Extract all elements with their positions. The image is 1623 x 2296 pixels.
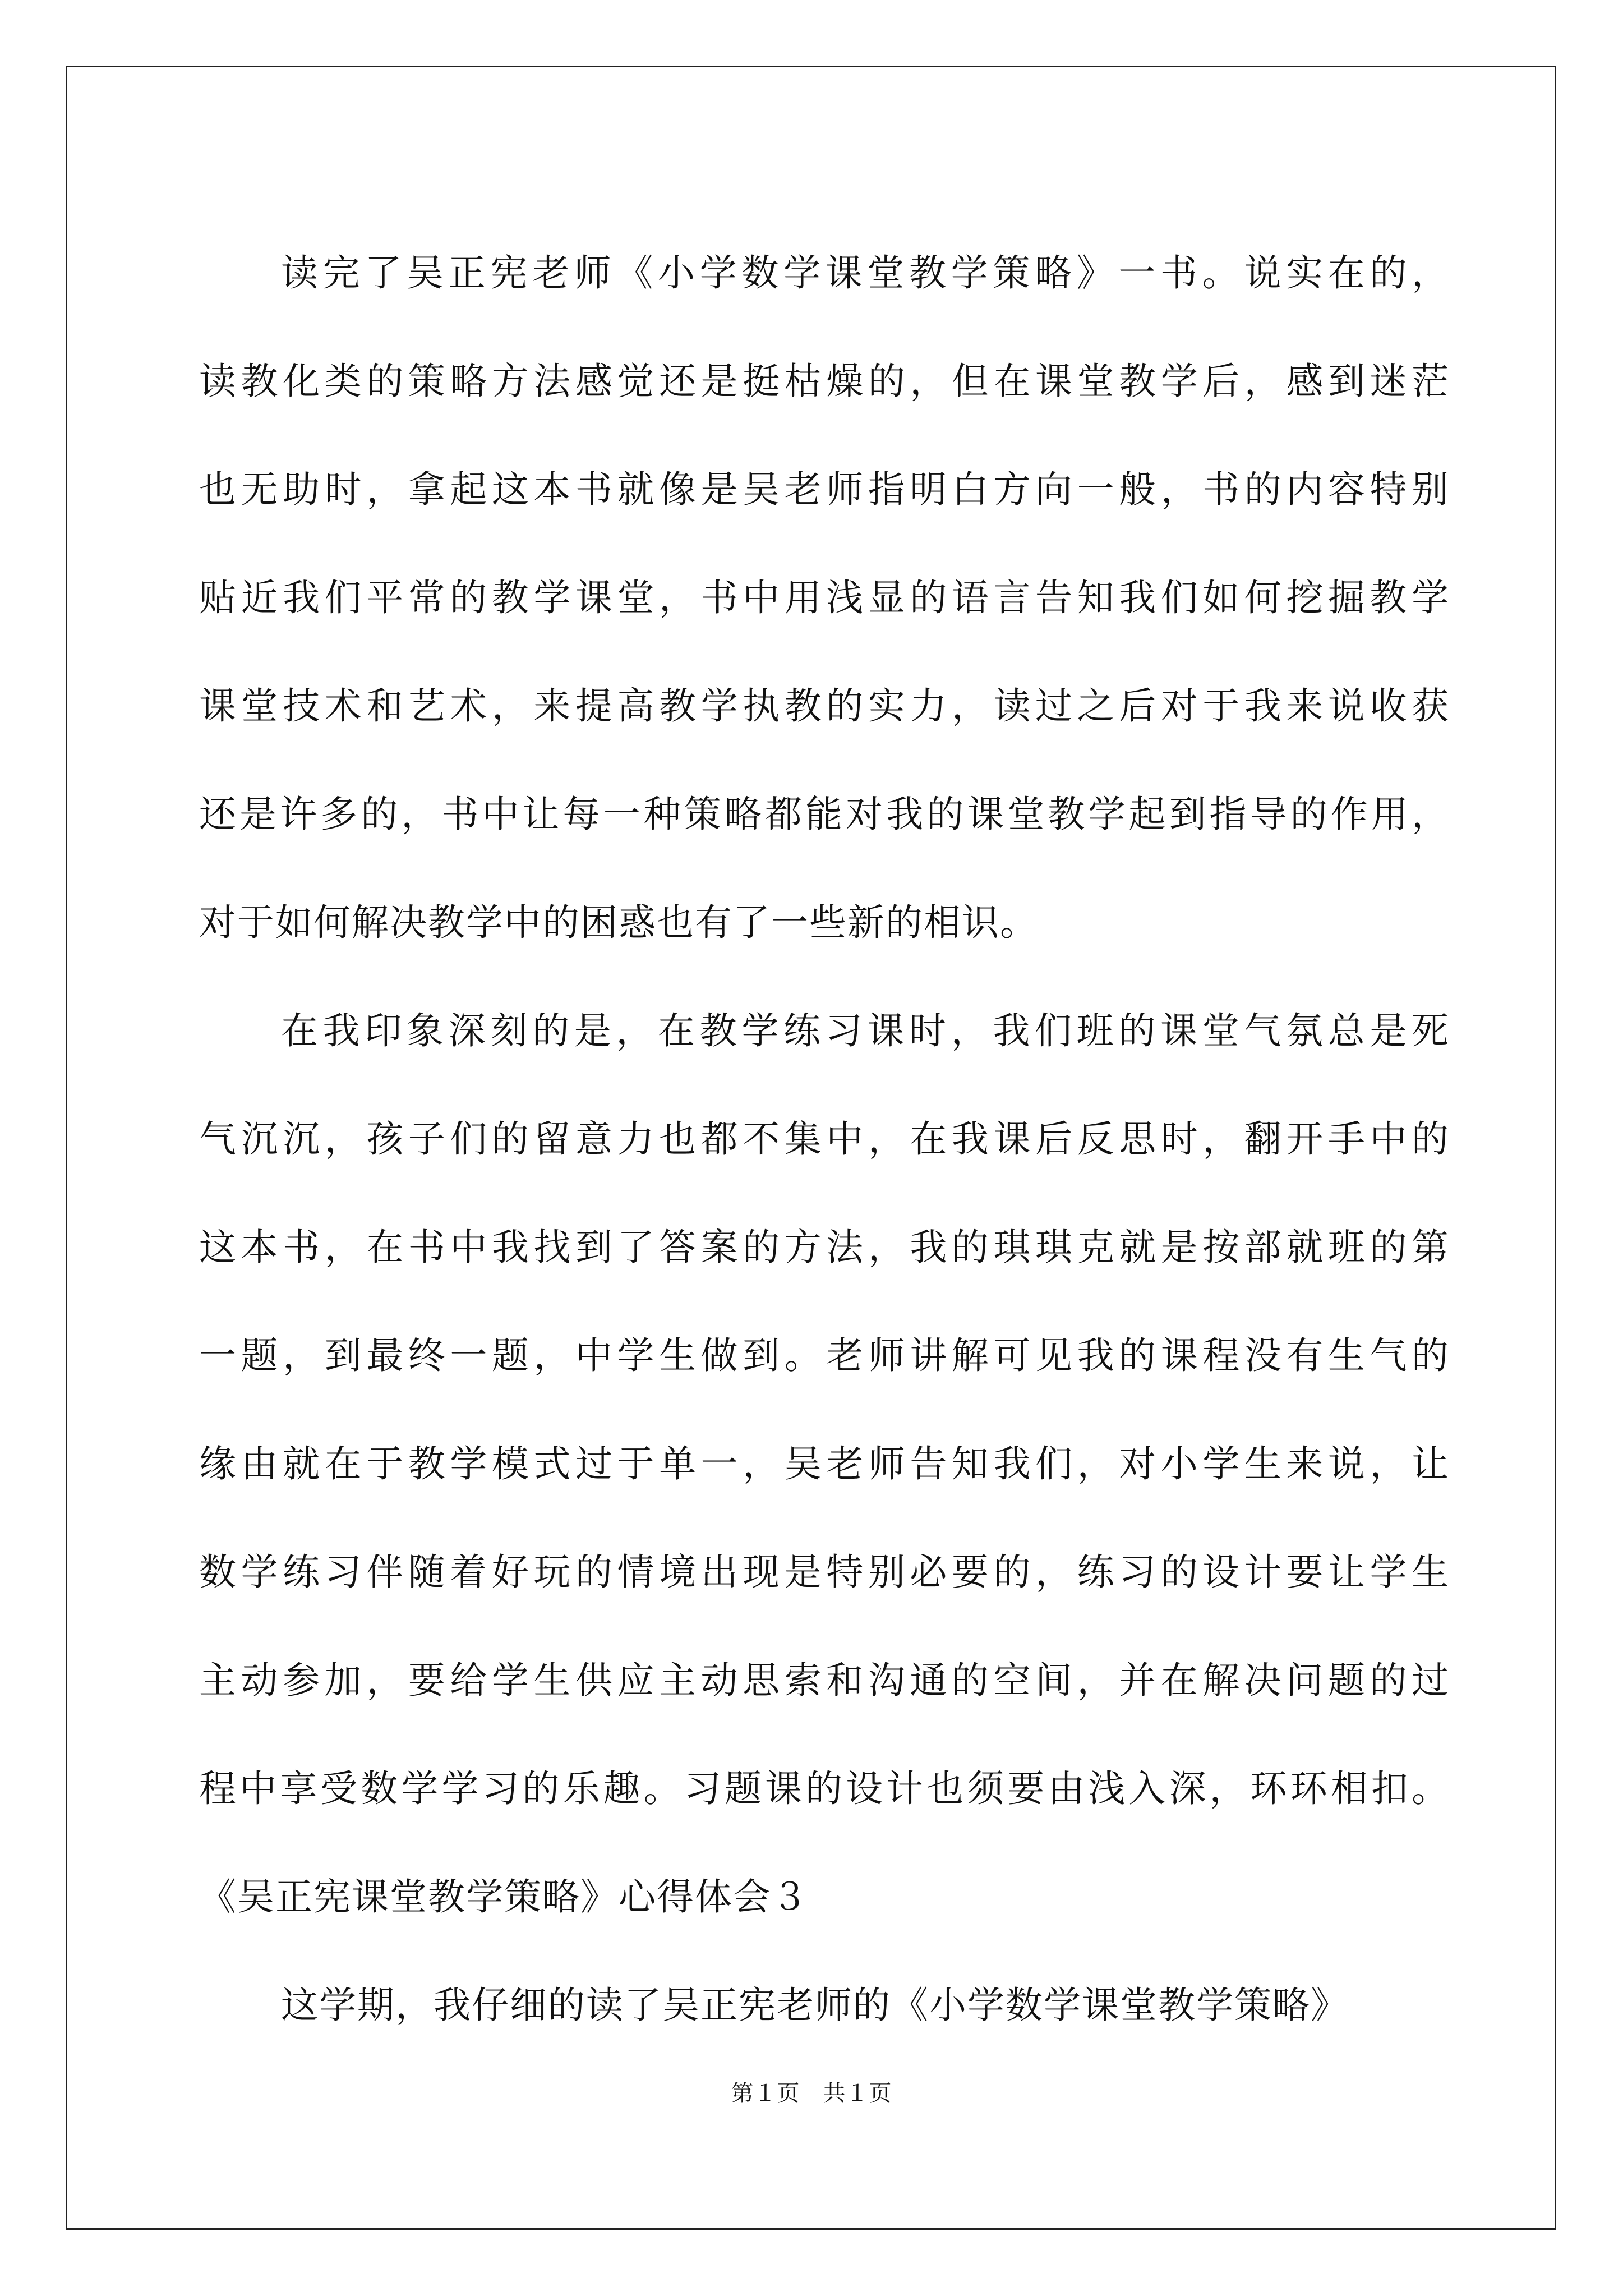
- text-line: 缘由就在于教学模式过于单一，吴老师告知我们，对小学生来说，让: [199, 1442, 1450, 1485]
- text-line: 数学练习伴随着好玩的情境出现是特别必要的，练习的设计要让学生: [199, 1550, 1450, 1594]
- text-line: 一题，到最终一题，中学生做到。老师讲解可见我的课程没有生气的: [199, 1334, 1450, 1377]
- paragraph-2: [199, 977, 1450, 1843]
- text-line: 贴近我们平常的教学课堂，书中用浅显的语言告知我们如何挖掘教学: [199, 576, 1450, 619]
- text-line: 对于如何解决教学中的困惑也有了一些新的相识。: [199, 901, 1038, 944]
- section-heading: 《吴正宪课堂教学策略》心得体会３: [199, 1875, 809, 1918]
- text-line: 主动参加，要给学生供应主动思索和沟通的空间，并在解决问题的过: [199, 1659, 1450, 1702]
- text-line: 这本书，在书中我找到了答案的方法，我的琪琪克就是按部就班的第: [199, 1226, 1450, 1269]
- text-line: 气沉沉，孩子们的留意力也都不集中，在我课后反思时，翻开手中的: [199, 1117, 1450, 1161]
- paragraph-3: [199, 1951, 1450, 2059]
- page-footer: 第１页 共１页: [731, 2081, 892, 2106]
- text-line: 读教化类的策略方法感觉还是挺枯燥的，但在课堂教学后，感到迷茫: [199, 360, 1450, 403]
- text-line: 还是许多的，书中让每一种策略都能对我的课堂教学起到指导的作用，: [199, 793, 1450, 836]
- text-line: 课堂技术和艺术，来提高教学执教的实力，读过之后对于我来说收获: [199, 684, 1450, 728]
- text-line: 读完了吴正宪老师《小学数学课堂教学策略》一书。说实在的，: [281, 251, 1450, 295]
- document-body: [199, 219, 1450, 2059]
- paragraph-1: [199, 219, 1450, 977]
- text-line: 这学期，我仔细的读了吴正宪老师的《小学数学课堂教学策略》: [281, 1984, 1349, 2027]
- text-line: 程中享受数学学习的乐趣。习题课的设计也须要由浅入深，环环相扣。: [199, 1767, 1450, 1810]
- text-line: 在我印象深刻的是，在教学练习课时，我们班的课堂气氛总是死: [281, 1009, 1450, 1052]
- text-line: 也无助时，拿起这本书就像是吴老师指明白方向一般，书的内容特别: [199, 468, 1450, 511]
